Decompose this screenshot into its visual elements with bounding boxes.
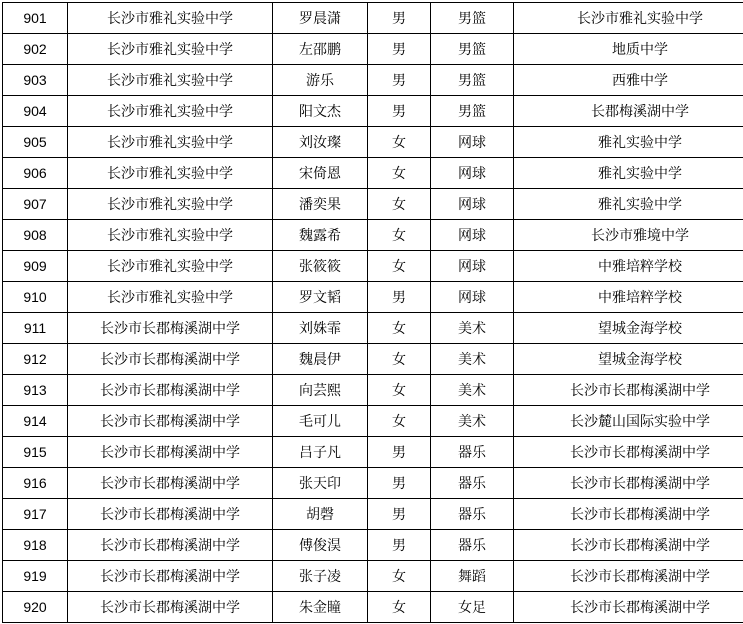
cell-item: 网球 (431, 220, 514, 251)
cell-destination: 地质中学 (514, 34, 743, 65)
cell-destination: 长沙市雅境中学 (514, 220, 743, 251)
cell-gender: 男 (368, 34, 431, 65)
table-row (3, 34, 743, 65)
cell-school: 长沙市长郡梅溪湖中学 (68, 375, 273, 406)
cell-destination: 西雅中学 (514, 65, 743, 96)
table-row (3, 313, 743, 344)
cell-name: 阳文杰 (273, 96, 368, 127)
table-row (3, 127, 743, 158)
cell-item: 器乐 (431, 499, 514, 530)
cell-id: 920 (3, 592, 68, 623)
cell-id: 910 (3, 282, 68, 313)
cell-id: 915 (3, 437, 68, 468)
cell-school: 长沙市雅礼实验中学 (68, 282, 273, 313)
table-row (3, 158, 743, 189)
table-row (3, 561, 743, 592)
cell-destination: 长沙市长郡梅溪湖中学 (514, 468, 743, 499)
cell-school: 长沙市长郡梅溪湖中学 (68, 406, 273, 437)
cell-name: 魏露希 (273, 220, 368, 251)
cell-school: 长沙市雅礼实验中学 (68, 96, 273, 127)
cell-name: 潘奕果 (273, 189, 368, 220)
cell-destination: 长沙市雅礼实验中学 (514, 3, 743, 34)
cell-destination: 望城金海学校 (514, 344, 743, 375)
cell-destination: 望城金海学校 (514, 313, 743, 344)
table-row (3, 530, 743, 561)
cell-gender: 男 (368, 3, 431, 34)
cell-item: 器乐 (431, 468, 514, 499)
cell-item: 美术 (431, 375, 514, 406)
cell-item: 器乐 (431, 530, 514, 561)
cell-destination: 长沙市长郡梅溪湖中学 (514, 437, 743, 468)
table-row (3, 282, 743, 313)
cell-school: 长沙市长郡梅溪湖中学 (68, 561, 273, 592)
cell-school: 长沙市雅礼实验中学 (68, 251, 273, 282)
cell-item: 男篮 (431, 96, 514, 127)
cell-name: 左邵鹏 (273, 34, 368, 65)
table-row (3, 251, 743, 282)
cell-item: 男篮 (431, 3, 514, 34)
cell-name: 罗文韬 (273, 282, 368, 313)
table-row (3, 65, 743, 96)
cell-id: 917 (3, 499, 68, 530)
cell-school: 长沙市雅礼实验中学 (68, 65, 273, 96)
cell-name: 朱金瞳 (273, 592, 368, 623)
cell-gender: 男 (368, 530, 431, 561)
cell-id: 911 (3, 313, 68, 344)
cell-item: 网球 (431, 189, 514, 220)
cell-id: 913 (3, 375, 68, 406)
cell-gender: 女 (368, 406, 431, 437)
cell-school: 长沙市长郡梅溪湖中学 (68, 530, 273, 561)
cell-school: 长沙市长郡梅溪湖中学 (68, 344, 273, 375)
cell-id: 906 (3, 158, 68, 189)
cell-name: 张天印 (273, 468, 368, 499)
cell-destination: 长沙市长郡梅溪湖中学 (514, 530, 743, 561)
cell-item: 美术 (431, 406, 514, 437)
cell-name: 傅俊淏 (273, 530, 368, 561)
cell-id: 916 (3, 468, 68, 499)
cell-destination: 中雅培粹学校 (514, 282, 743, 313)
table-row (3, 375, 743, 406)
cell-name: 宋倚恩 (273, 158, 368, 189)
cell-name: 罗晨潇 (273, 3, 368, 34)
cell-school: 长沙市雅礼实验中学 (68, 34, 273, 65)
student-roster-table (2, 2, 743, 623)
table-row (3, 468, 743, 499)
cell-item: 舞蹈 (431, 561, 514, 592)
cell-item: 网球 (431, 158, 514, 189)
cell-school: 长沙市长郡梅溪湖中学 (68, 468, 273, 499)
cell-name: 向芸熙 (273, 375, 368, 406)
cell-item: 男篮 (431, 34, 514, 65)
cell-item: 美术 (431, 344, 514, 375)
cell-gender: 女 (368, 127, 431, 158)
cell-destination: 长沙市长郡梅溪湖中学 (514, 499, 743, 530)
cell-school: 长沙市雅礼实验中学 (68, 189, 273, 220)
cell-gender: 女 (368, 592, 431, 623)
cell-name: 毛可儿 (273, 406, 368, 437)
cell-item: 女足 (431, 592, 514, 623)
cell-name: 刘姝霏 (273, 313, 368, 344)
cell-school: 长沙市雅礼实验中学 (68, 220, 273, 251)
cell-id: 909 (3, 251, 68, 282)
cell-school: 长沙市雅礼实验中学 (68, 158, 273, 189)
cell-item: 网球 (431, 127, 514, 158)
cell-name: 魏晨伊 (273, 344, 368, 375)
cell-school: 长沙市长郡梅溪湖中学 (68, 313, 273, 344)
cell-id: 914 (3, 406, 68, 437)
cell-id: 905 (3, 127, 68, 158)
table-row (3, 189, 743, 220)
cell-name: 张筱筱 (273, 251, 368, 282)
cell-gender: 女 (368, 313, 431, 344)
cell-name: 刘汝璨 (273, 127, 368, 158)
table-row (3, 344, 743, 375)
cell-destination: 雅礼实验中学 (514, 158, 743, 189)
cell-gender: 男 (368, 499, 431, 530)
cell-destination: 长沙市长郡梅溪湖中学 (514, 561, 743, 592)
cell-name: 胡磬 (273, 499, 368, 530)
cell-school: 长沙市长郡梅溪湖中学 (68, 437, 273, 468)
cell-item: 美术 (431, 313, 514, 344)
cell-destination: 长沙市长郡梅溪湖中学 (514, 592, 743, 623)
cell-name: 游乐 (273, 65, 368, 96)
table-row (3, 437, 743, 468)
cell-school: 长沙市长郡梅溪湖中学 (68, 499, 273, 530)
cell-id: 901 (3, 3, 68, 34)
table-row (3, 592, 743, 623)
cell-destination: 雅礼实验中学 (514, 189, 743, 220)
cell-id: 904 (3, 96, 68, 127)
cell-gender: 男 (368, 282, 431, 313)
cell-item: 网球 (431, 251, 514, 282)
cell-gender: 男 (368, 468, 431, 499)
cell-item: 网球 (431, 282, 514, 313)
cell-item: 男篮 (431, 65, 514, 96)
cell-id: 907 (3, 189, 68, 220)
table-body (3, 3, 743, 623)
cell-school: 长沙市雅礼实验中学 (68, 127, 273, 158)
cell-destination: 中雅培粹学校 (514, 251, 743, 282)
table-row (3, 3, 743, 34)
cell-gender: 男 (368, 65, 431, 96)
cell-destination: 长沙麓山国际实验中学 (514, 406, 743, 437)
cell-gender: 女 (368, 220, 431, 251)
cell-school: 长沙市雅礼实验中学 (68, 3, 273, 34)
cell-destination: 长沙市长郡梅溪湖中学 (514, 375, 743, 406)
cell-item: 器乐 (431, 437, 514, 468)
cell-gender: 女 (368, 375, 431, 406)
cell-id: 919 (3, 561, 68, 592)
cell-id: 903 (3, 65, 68, 96)
cell-id: 908 (3, 220, 68, 251)
cell-gender: 男 (368, 437, 431, 468)
cell-gender: 女 (368, 158, 431, 189)
cell-name: 吕子凡 (273, 437, 368, 468)
cell-id: 918 (3, 530, 68, 561)
cell-gender: 女 (368, 344, 431, 375)
cell-gender: 女 (368, 561, 431, 592)
cell-name: 张子凌 (273, 561, 368, 592)
cell-destination: 雅礼实验中学 (514, 127, 743, 158)
table-row (3, 499, 743, 530)
table-row (3, 96, 743, 127)
cell-gender: 女 (368, 251, 431, 282)
table-row (3, 220, 743, 251)
cell-id: 912 (3, 344, 68, 375)
table-row (3, 406, 743, 437)
cell-destination: 长郡梅溪湖中学 (514, 96, 743, 127)
cell-school: 长沙市长郡梅溪湖中学 (68, 592, 273, 623)
cell-gender: 女 (368, 189, 431, 220)
cell-id: 902 (3, 34, 68, 65)
cell-gender: 男 (368, 96, 431, 127)
